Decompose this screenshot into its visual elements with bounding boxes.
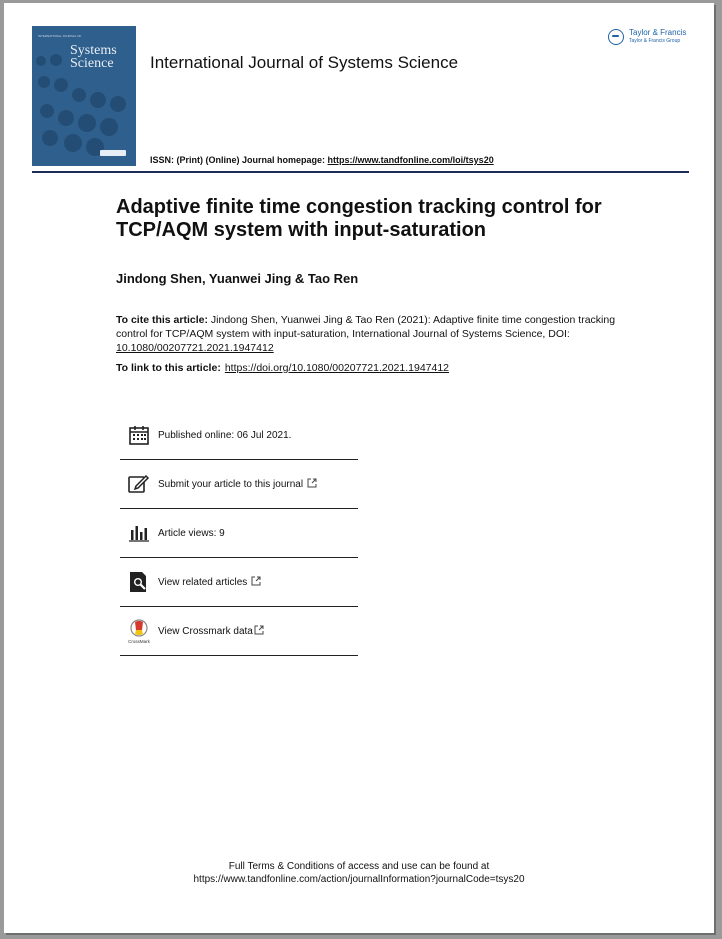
cover-journal-name: Systems Science [70, 43, 117, 71]
crossmark-logo-text: CrossMark [128, 639, 150, 644]
article-info-list [120, 411, 358, 656]
article-views-text: Article views: 9 [158, 527, 225, 539]
doi-link[interactable]: 10.1080/00207721.2021.1947412 [116, 342, 274, 354]
cite-text: Jindong Shen, Yuanwei Jing & Tao Ren (2021): Adaptive finite time congestion tracking control for TCP/AQM system with input-saturation, International Journal of Systems Science, DOI: [116, 314, 616, 340]
edit-icon [126, 472, 152, 496]
terms-url[interactable]: https://www.tandfonline.com/action/journalInformation?journalCode=tsys20 [193, 874, 525, 885]
article-title: Adaptive finite time congestion tracking control for TCP/AQM system with input-saturation [116, 196, 602, 241]
link-label: To link to this article: [116, 362, 221, 374]
journal-title: International Journal of Systems Science [150, 53, 459, 72]
pdf-page [4, 3, 714, 933]
calendar-icon [126, 423, 152, 447]
crossmark-link[interactable]: View Crossmark data [158, 625, 253, 637]
published-row [120, 411, 358, 460]
issn-line [150, 155, 494, 165]
journal-cover-image [32, 26, 136, 166]
publisher-logo [608, 28, 686, 46]
issn-text: ISSN: (Print) (Online) Journal homepage: [150, 155, 328, 165]
related-articles-link[interactable]: View related articles [158, 576, 248, 588]
header-divider [32, 171, 689, 173]
submit-article-row[interactable] [120, 460, 358, 509]
published-text: Published online: 06 Jul 2021. [158, 429, 292, 441]
journal-homepage-link[interactable]: https://www.tandfonline.com/loi/tsys20 [327, 155, 494, 165]
cite-label: To cite this article: [116, 314, 208, 326]
crossmark-row[interactable] [120, 607, 358, 656]
submit-article-link[interactable]: Submit your article to this journal [158, 478, 304, 490]
related-articles-row[interactable] [120, 558, 358, 607]
cover-publisher-badge [100, 150, 126, 156]
external-link-icon [307, 478, 317, 491]
search-document-icon [126, 570, 152, 594]
publisher-group: Taylor & Francis Group [629, 38, 681, 44]
link-block [116, 362, 449, 374]
taylor-francis-logo-icon [608, 29, 624, 45]
external-link-icon [254, 625, 264, 638]
crossmark-icon [126, 619, 152, 643]
external-link-icon [251, 576, 261, 589]
cover-top-line: INTERNATIONAL JOURNAL OF [38, 34, 82, 38]
citation-block [116, 313, 616, 355]
article-views-row [120, 509, 358, 558]
article-url-link[interactable]: https://doi.org/10.1080/00207721.2021.1947412 [224, 362, 450, 374]
bar-chart-icon [126, 521, 152, 545]
article-authors: Jindong Shen, Yuanwei Jing & Tao Ren [116, 271, 359, 286]
terms-text: Full Terms & Conditions of access and use can be found at [228, 861, 490, 872]
footer [4, 860, 714, 886]
publisher-name: Taylor & Francis [629, 28, 687, 37]
